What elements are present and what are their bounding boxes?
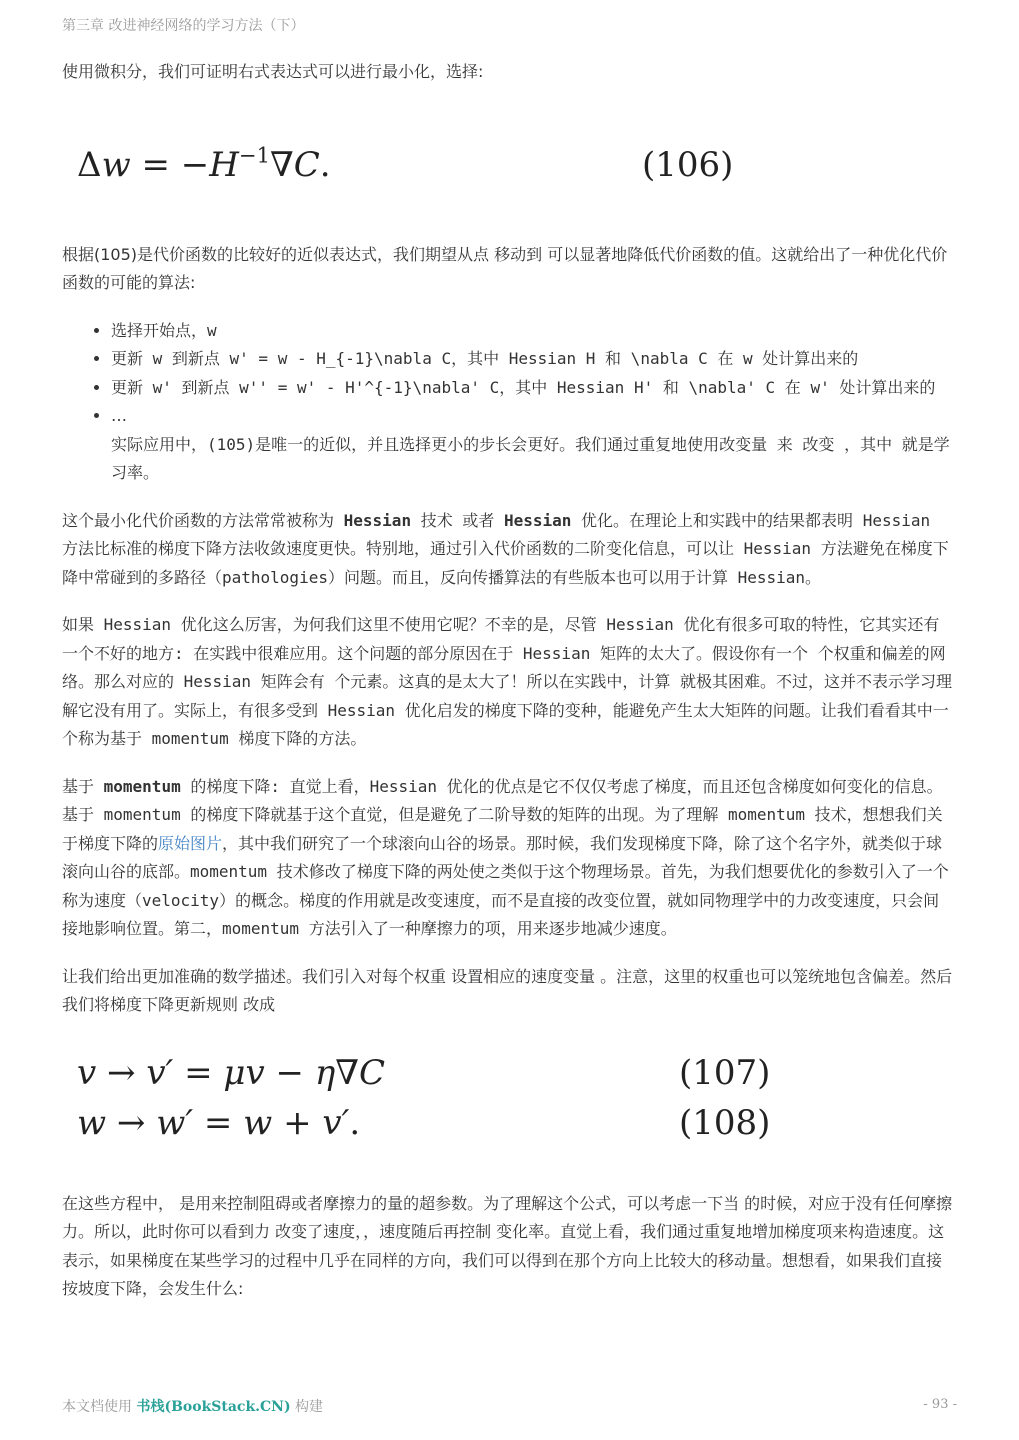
- paragraph-hessian-drawback: 如果 Hessian 优化这么厉害，为何我们这里不使用它呢？不幸的是，尽管 Hessian 优化有很多可取的特性，它其实还有一个不好的地方: 在实践中很难应用。这个问题的部分原因在于 Hessian 矩阵的太大了。假设你有一个 个权重和偏差的网络。那么对应的 Hessian 矩阵会有 个元素。这真的是太大了！所以在实践中，计算 就极其困难。不过，这并不表示学习理解它没有用了。实际上，有很多受到 Hessian 优化启发的梯度下降的变种，能避免产生太大矩阵的问题。让我们看看其中一个称为基于 momentum 梯度下降的方法。: [62, 615, 952, 748]
- eq107-v: v: [77, 1052, 97, 1093]
- eq107-number: (107): [679, 1052, 771, 1093]
- eq108-plus: +: [272, 1102, 323, 1143]
- eq106-inverse: −1: [238, 141, 270, 167]
- list-item: • 更新 w 到新点 w' = w - H_{-1}\nabla C，其中 Hessian H 和 \nabla C 在 w 处计算出来的: [111, 345, 954, 374]
- term-hessian: Hessian: [343, 510, 412, 530]
- chapter-header: 第三章 改进神经网络的学习方法（下）: [62, 18, 305, 34]
- term-hessian-2: Hessian: [503, 510, 572, 530]
- paragraph-math-description: 让我们给出更加准确的数学描述。我们引入对每个权重 设置相应的速度变量 。注意，这里的权重也可以笼统地包含偏差。然后我们将梯度下降更新规则 改成: [62, 966, 953, 1014]
- eq108-vprime: v′: [322, 1102, 350, 1143]
- eq106-H: H: [209, 144, 239, 185]
- eq106-equals: = −: [130, 144, 210, 185]
- paragraph-hessian-technique: 这个最小化代价函数的方法常常被称为 Hessian 技术 或者 Hessian 优化。在理论上和实践中的结果都表明 Hessian 方法比标准的梯度下降方法收敛速度更快。特别地，通过引入代价函数的二阶变化信息，可以让 Hessian 方法避免在梯度下降中常碰到的多路径（pathologies）问题。而且，反向传播算法的有些版本也可以用于计算 Hessian。: [62, 510, 949, 587]
- eq107-eta: η: [314, 1052, 336, 1093]
- eq107-minus: −: [264, 1052, 315, 1093]
- eq107-C: C: [358, 1052, 385, 1093]
- eq108-period: .: [349, 1102, 361, 1143]
- eq106-w: w: [101, 144, 131, 185]
- eq106-C: C: [293, 144, 320, 185]
- paragraph-intro: 使用微积分，我们可证明右式表达式可以进行最小化，选择:: [62, 62, 484, 81]
- eq106-delta: Δ: [77, 144, 102, 185]
- eq106-number: (106): [642, 144, 734, 185]
- eq107-equals: =: [173, 1052, 224, 1093]
- list-item: • 更新 w' 到新点 w'' = w' - H'^{-1}\nabla' C，其中 Hessian H' 和 \nabla' C 在 w' 处计算出来的: [111, 374, 954, 403]
- eq107-mu: μ: [223, 1052, 246, 1093]
- eq108-number: (108): [679, 1102, 771, 1143]
- list-item: • … 实际应用中，(105)是唯一的近似，并且选择更小的步长会更好。我们通过重复地使用改变量 来 改变 ，其中 就是学习率。: [111, 402, 954, 488]
- bookstack-link[interactable]: 书栈(BookStack.CN): [136, 1399, 291, 1415]
- eq107-v2: v: [245, 1052, 265, 1093]
- document-body: [62, 58, 954, 1304]
- algorithm-list: [62, 317, 954, 488]
- term-momentum: momentum: [103, 776, 181, 796]
- footer-credit: 本文档使用 书栈(BookStack.CN) 构建: [62, 1399, 324, 1415]
- equation-106: [62, 87, 954, 241]
- equation-107-108: [62, 1020, 954, 1190]
- original-picture-link[interactable]: 原始图片: [158, 833, 223, 853]
- eq107-arrow: →: [96, 1052, 147, 1093]
- eq108-arrow: →: [106, 1102, 157, 1143]
- eq107-vprime: v′: [146, 1052, 174, 1093]
- eq106-period: .: [319, 144, 331, 185]
- eq108-w2: w: [243, 1102, 273, 1143]
- eq108-equals: =: [193, 1102, 244, 1143]
- list-note: 实际应用中，(105)是唯一的近似，并且选择更小的步长会更好。我们通过重复地使用改变量 来 改变 ，其中 就是学习率。: [111, 434, 950, 482]
- eq108-wprime: w′: [156, 1102, 194, 1143]
- eq106-nabla: ∇: [270, 144, 294, 185]
- paragraph-approximation: 根据(105)是代价函数的比较好的近似表达式，我们期望从点 移动到 可以显著地降低代价函数的值。这就给出了一种优化代价函数的可能的算法:: [62, 244, 948, 292]
- paragraph-momentum: 基于 momentum 的梯度下降: 直觉上看，Hessian 优化的优点是它不仅仅考虑了梯度，而且还包含梯度如何变化的信息。基于 momentum 的梯度下降就基于这个直觉，但是避免了二阶导数的矩阵的出现。为了理解 momentum 技术，想想我们关于梯度下降的原始图片，其中我们研究了一个球滚向山谷的场景。那时候，我们发现梯度下降，除了这个名字外，就类似于球滚向山谷的底部。momentum 技术修改了梯度下降的两处使之类似于这个物理场景。首先，为我们想要优化的参数引入了一个称为速度（velocity）的概念。梯度的作用就是改变速度，而不是直接的改变位置，就如同物理学中的力改变速度，只会间接地影响位置。第二，momentum 方法引入了一种摩擦力的项，用来逐步地减少速度。: [62, 776, 949, 938]
- page-number: - 93 -: [923, 1397, 957, 1412]
- paragraph-friction: 在这些方程中， 是用来控制阻碍或者摩擦力的量的超参数。为了理解这个公式，可以考虑一下当 的时候，对应于没有任何摩擦力。所以，此时你可以看到力 改变了速度，，速度随后再控制 变化率。直觉上看，我们通过重复地增加梯度项来构造速度。这表示，如果梯度在某些学习的过程中几乎在同样的方向，我们可以得到在那个方向上比较大的移动量。想想看，如果我们直接按坡度下降，会发生什么:: [62, 1193, 953, 1298]
- list-item: • 选择开始点，w: [111, 317, 954, 346]
- eq108-w: w: [77, 1102, 107, 1143]
- eq107-nabla: ∇: [335, 1052, 359, 1093]
